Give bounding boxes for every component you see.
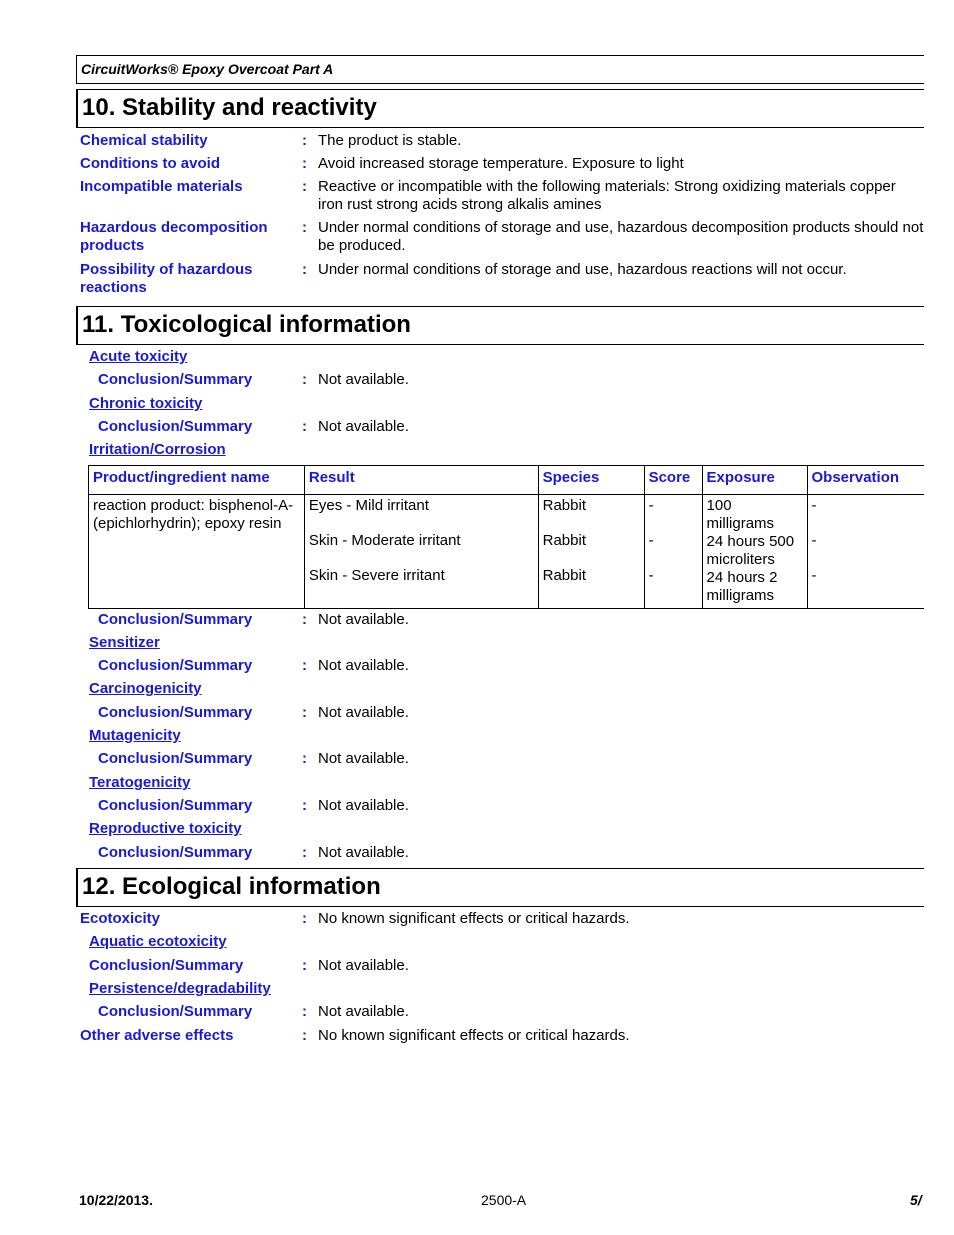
colon: :	[302, 371, 307, 388]
colon: :	[302, 910, 307, 927]
exposure-value: 24 hours 2 milligrams	[706, 569, 778, 604]
conclusion-summary-value: Not available.	[318, 797, 409, 814]
section-10-title: 10. Stability and reactivity	[82, 94, 377, 121]
colon: :	[302, 261, 307, 278]
conditions-to-avoid-value: Avoid increased storage temperature. Exposure to light	[318, 155, 684, 172]
conclusion-summary-value: Not available.	[318, 611, 409, 628]
result-value: Skin - Moderate irritant	[308, 532, 461, 549]
score-cell	[644, 495, 702, 609]
ecotoxicity-value: No known significant effects or critical hazards.	[318, 910, 630, 927]
conclusion-summary-label: Conclusion/Summary	[98, 418, 253, 435]
column-header: Score	[644, 466, 702, 495]
conclusion-summary-value: Not available.	[318, 1003, 409, 1020]
species-value: Rabbit	[542, 567, 586, 584]
colon: :	[302, 797, 307, 814]
conclusion-summary-label: Conclusion/Summary	[98, 1003, 253, 1020]
colon: :	[302, 611, 307, 628]
reproductive-toxicity-link[interactable]: Reproductive toxicity	[89, 820, 242, 837]
ecotoxicity-label: Ecotoxicity	[80, 910, 161, 927]
other-adverse-effects-label: Other adverse effects	[80, 1027, 234, 1044]
score-value: -	[648, 567, 654, 584]
footer-date: 10/22/2013.	[79, 1192, 153, 1208]
colon: :	[302, 1003, 307, 1020]
species-value: Rabbit	[542, 532, 586, 549]
conclusion-summary-value: Not available.	[318, 957, 409, 974]
colon: :	[302, 750, 307, 767]
persistence-degradability-link[interactable]: Persistence/degradability	[89, 980, 271, 997]
colon: :	[302, 844, 307, 861]
result-value: Skin - Severe irritant	[308, 567, 445, 584]
score-value: -	[648, 497, 654, 514]
species-cell	[538, 495, 644, 609]
hazardous-reactions-label: Possibility of hazardous reactions	[80, 261, 253, 296]
section-12-heading	[76, 868, 924, 907]
irritation-corrosion-table	[88, 465, 924, 609]
acute-toxicity-link[interactable]: Acute toxicity	[89, 348, 188, 365]
hazardous-decomposition-label: Hazardous decomposition products	[80, 219, 268, 254]
conclusion-summary-value: Not available.	[318, 371, 409, 388]
observation-value: -	[811, 532, 817, 549]
conclusion-summary-label: Conclusion/Summary	[98, 371, 253, 388]
colon: :	[302, 704, 307, 721]
colon: :	[302, 957, 307, 974]
score-value: -	[648, 532, 654, 549]
conclusion-summary-value: Not available.	[318, 844, 409, 861]
conclusion-summary-value: Not available.	[318, 704, 409, 721]
conclusion-summary-label: Conclusion/Summary	[98, 657, 253, 674]
chemical-stability-label: Chemical stability	[80, 132, 208, 149]
conclusion-summary-label: Conclusion/Summary	[98, 611, 253, 628]
colon: :	[302, 657, 307, 674]
column-header: Product/ingredient name	[89, 466, 305, 495]
teratogenicity-link[interactable]: Teratogenicity	[89, 774, 191, 791]
section-11-title: 11. Toxicological information	[82, 311, 411, 338]
colon: :	[302, 132, 307, 149]
section-12-title: 12. Ecological information	[82, 873, 381, 900]
colon: :	[302, 178, 307, 195]
exposure-cell	[702, 495, 807, 609]
mutagenicity-link[interactable]: Mutagenicity	[89, 727, 181, 744]
ingredient-name: reaction product: bisphenol-A-(epichlorhydrin); epoxy resin	[89, 495, 305, 609]
hazardous-decomposition-value: Under normal conditions of storage and use, hazardous decomposition products should not be produced.	[318, 219, 924, 254]
conditions-to-avoid-label: Conditions to avoid	[80, 155, 220, 172]
column-header: Observation	[807, 466, 924, 495]
product-title: CircuitWorks® Epoxy Overcoat Part A	[81, 61, 334, 77]
species-value: Rabbit	[542, 497, 586, 514]
column-header: Result	[304, 466, 538, 495]
hazardous-reactions-value: Under normal conditions of storage and use, hazardous reactions will not occur.	[318, 261, 847, 278]
chemical-stability-value: The product is stable.	[318, 132, 462, 149]
page-number: 5/	[910, 1192, 922, 1208]
table-row	[89, 495, 925, 609]
sensitizer-link[interactable]: Sensitizer	[89, 634, 160, 651]
other-adverse-effects-value: No known significant effects or critical hazards.	[318, 1027, 630, 1044]
colon: :	[302, 418, 307, 435]
observation-value: -	[811, 567, 817, 584]
colon: :	[302, 219, 307, 236]
footer-code: 2500-A	[481, 1192, 527, 1208]
conclusion-summary-label: Conclusion/Summary	[98, 844, 253, 861]
exposure-value: 24 hours 500 microliters	[706, 533, 795, 568]
conclusion-summary-value: Not available.	[318, 418, 409, 435]
incompatible-materials-value: Reactive or incompatible with the following materials: Strong oxidizing materials copper iron rust strong acids strong alkalis amines	[318, 178, 896, 213]
conclusion-summary-label: Conclusion/Summary	[98, 704, 253, 721]
exposure-value: 100 milligrams	[706, 497, 775, 532]
conclusion-summary-label: Conclusion/Summary	[98, 797, 253, 814]
column-header: Species	[538, 466, 644, 495]
colon: :	[302, 1027, 307, 1044]
section-11-heading	[76, 306, 924, 345]
carcinogenicity-link[interactable]: Carcinogenicity	[89, 680, 202, 697]
conclusion-summary-label: Conclusion/Summary	[98, 750, 253, 767]
colon: :	[302, 155, 307, 172]
document-header	[76, 55, 924, 84]
chronic-toxicity-link[interactable]: Chronic toxicity	[89, 395, 203, 412]
incompatible-materials-label: Incompatible materials	[80, 178, 243, 195]
result-value: Eyes - Mild irritant	[308, 497, 429, 514]
table-header-row	[89, 466, 925, 495]
observation-cell	[807, 495, 924, 609]
aquatic-ecotoxicity-link[interactable]: Aquatic ecotoxicity	[89, 933, 227, 950]
irritation-corrosion-link[interactable]: Irritation/Corrosion	[89, 441, 226, 458]
conclusion-summary-value: Not available.	[318, 750, 409, 767]
column-header: Exposure	[702, 466, 807, 495]
section-10-heading	[76, 89, 924, 128]
conclusion-summary-label: Conclusion/Summary	[89, 957, 244, 974]
conclusion-summary-value: Not available.	[318, 657, 409, 674]
observation-value: -	[811, 497, 817, 514]
result-cell	[304, 495, 538, 609]
